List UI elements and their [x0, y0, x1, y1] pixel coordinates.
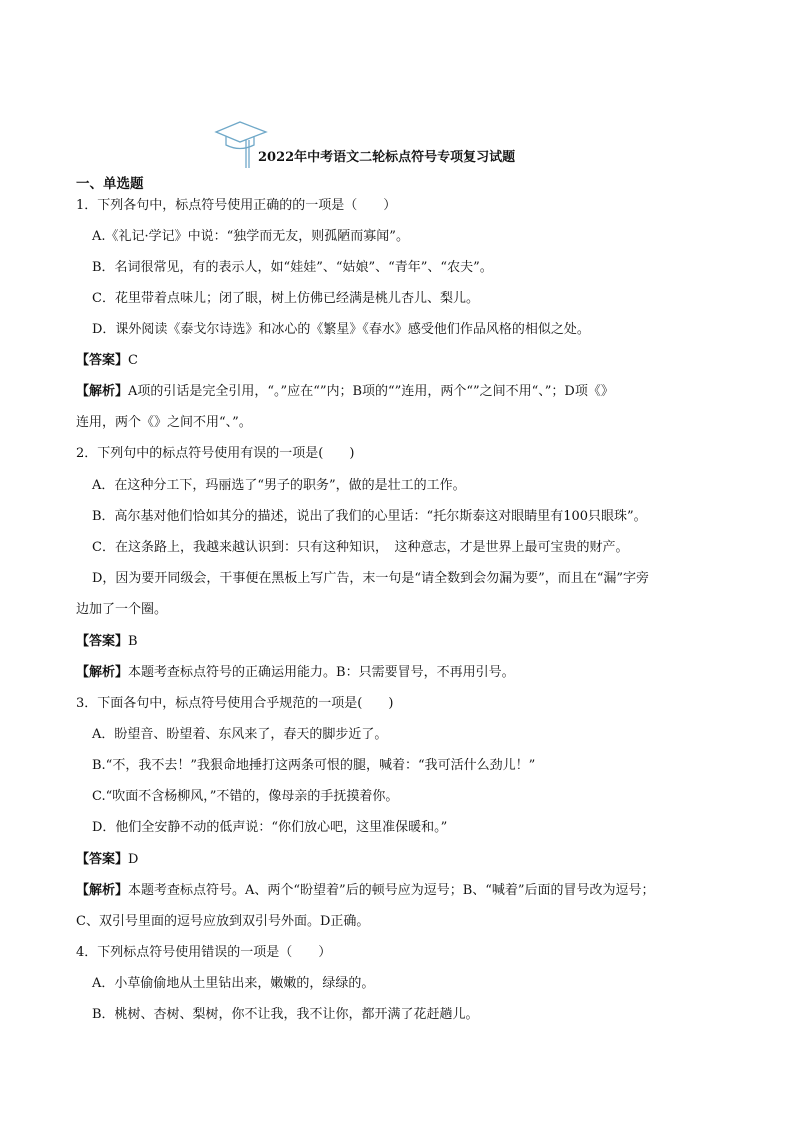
question-1-analysis — [76, 383, 614, 401]
question-1-option-a: A.《礼记·学记》中说：“独学而无友，则孤陋而寡闻”。 — [92, 229, 409, 244]
answer-value: B — [128, 634, 138, 649]
analysis-text: A项的引话是完全引用，“。”应在“”内；B项的“”连用，两个“”之间不用“、”；D项《》 — [128, 384, 614, 399]
question-2-option-d: D，因为要开同级会，干事便在黑板上写广告，末一句是“请全数到会勿漏为要”，而且在“漏”字旁 — [92, 571, 650, 586]
question-2-option-a: A．在这种分工下，玛丽选了“男子的职务”，做的是壮工的工作。 — [92, 478, 466, 493]
answer-value: D — [128, 852, 139, 867]
question-1-stem: 1．下列各句中，标点符号使用正确的的一项是（ ） — [76, 198, 397, 213]
analysis-text: 本题考查标点符号。A、两个“盼望着”后的顿号应为逗号；B、“喊着”后面的冒号改为逗号； — [128, 883, 655, 898]
answer-value: C — [128, 353, 138, 368]
question-2-option-b: B．高尔基对他们恰如其分的描述，说出了我们的心里话：“托尔斯泰这对眼睛里有100只眼珠”。 — [92, 509, 647, 524]
question-1-option-b: B．名词很常见，有的表示人，如“娃娃”、“姑娘”、“青年”、“农夫”。 — [92, 260, 493, 275]
analysis-label: 【解析】 — [76, 384, 129, 399]
question-3-option-b: B.“不，我不去！”我狠命地捶打这两条可恨的腿，喊着：“我可活什么劲儿！” — [92, 758, 536, 773]
answer-label: 【答案】 — [76, 634, 129, 649]
question-3-answer — [76, 851, 138, 869]
question-2-analysis — [76, 664, 515, 682]
question-4-option-b: B．桃树、杏树、梨树，你不让我，我不让你，都开满了花赶趟儿。 — [92, 1007, 479, 1022]
question-1-analysis-cont: 连用，两个《》之间不用“、”。 — [76, 415, 252, 430]
question-4-option-a: A．小草偷偷地从土里钻出来，嫩嫩的，绿绿的。 — [92, 976, 375, 991]
question-3-stem: 3．下面各句中，标点符号使用合乎规范的一项是( ) — [76, 696, 394, 711]
answer-label: 【答案】 — [76, 353, 129, 368]
document-title: 2022年中考语文二轮标点符号专项复习试题 — [258, 150, 516, 165]
question-3-analysis-cont: C、双引号里面的逗号应放到双引号外面。D正确。 — [76, 914, 370, 929]
question-1-answer — [76, 352, 138, 370]
question-3-option-d: D．他们全安静不动的低声说：“你们放心吧，这里准保暖和。” — [92, 820, 448, 835]
question-2-option-c: C．在这条路上，我越来越认识到：只有这种知识， 这种意志，才是世界上最可宝贵的财产。 — [92, 540, 629, 555]
question-1-option-c: C．花里带着点味儿；闭了眼，树上仿佛已经满是桃儿杏儿、梨儿。 — [92, 291, 479, 306]
question-2-option-d-cont: 边加了一个圈。 — [76, 602, 168, 617]
question-3-option-a: A．盼望音、盼望着、东风来了，春天的脚步近了。 — [92, 727, 388, 742]
question-3-option-c: C.“吹面不含杨柳风，”不错的，像母亲的手抚摸着你。 — [92, 789, 399, 804]
analysis-label: 【解析】 — [76, 883, 129, 898]
section-heading: 一、单选题 — [76, 176, 144, 192]
answer-label: 【答案】 — [76, 852, 129, 867]
question-2-answer — [76, 633, 138, 651]
question-3-analysis — [76, 882, 655, 900]
question-4-stem: 4．下列标点符号使用错误的一项是（ ） — [76, 945, 332, 960]
question-1-option-d: D．课外阅读《泰戈尔诗选》和冰心的《繁星》《春水》感受他们作品风格的相似之处。 — [92, 322, 590, 337]
question-2-stem: 2．下列句中的标点符号使用有误的一项是( ) — [76, 446, 355, 461]
analysis-label: 【解析】 — [76, 665, 129, 680]
analysis-text: 本题考查标点符号的正确运用能力。B：只需要冒号，不再用引号。 — [128, 665, 515, 680]
